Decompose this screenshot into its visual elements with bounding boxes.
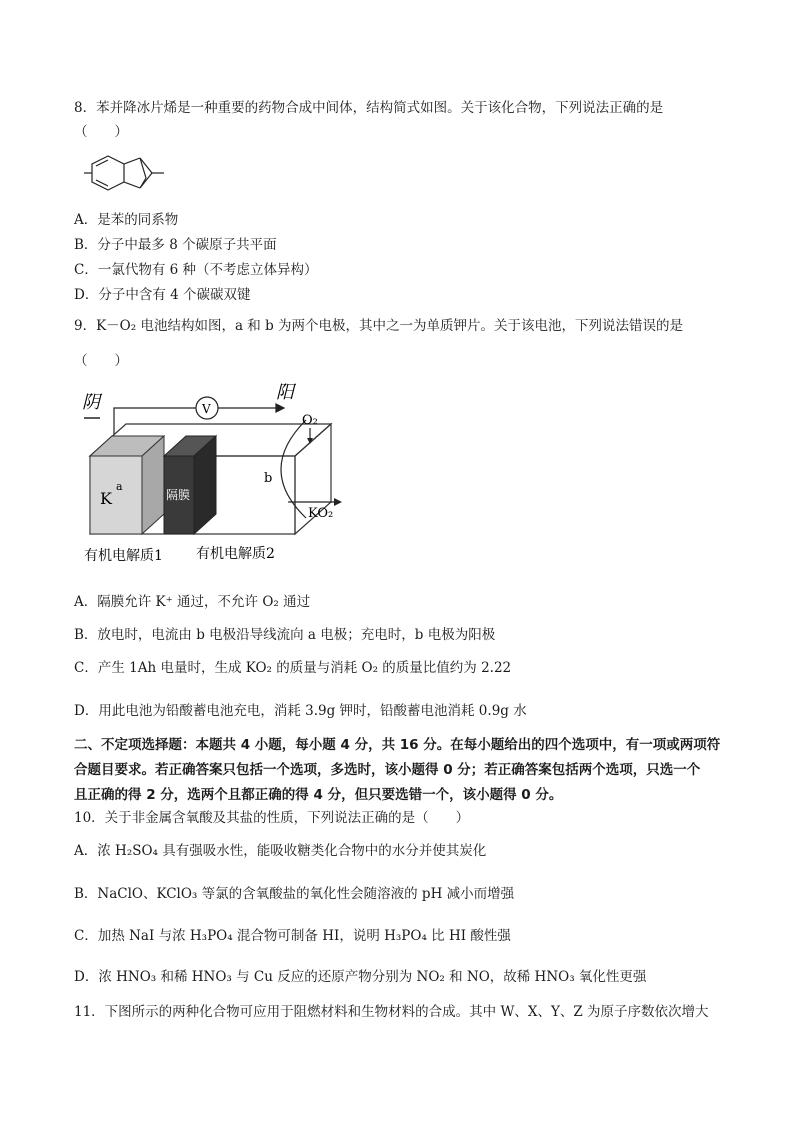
q8-option-a: A．是苯的同系物 [74,212,179,228]
electrolyte-1-label: 有机电解质1 [84,548,163,564]
q10-option-c: C．加热 NaI 与浓 H₃PO₄ 混合物可制备 HI，说明 H₃PO₄ 比 HI 酸性强 [74,928,511,944]
q8-paren: （ ） [74,124,128,140]
k-o2-battery-diagram [76,378,346,570]
o2-label: O₂ [302,413,318,428]
q10-option-d: D．浓 HNO₃ 和稀 HNO₃ 与 Cu 反应的还原产物分别为 NO₂ 和 NO，故稀 HNO₃ 氧化性更强 [74,969,647,985]
positive-label: 阳 [276,382,294,403]
membrane-label: 隔膜 [166,488,191,502]
q8-option-d: D．分子中含有 4 个碳碳双键 [74,287,251,303]
negative-label: 阴 [82,392,100,413]
benzonorbornene-structure [80,150,180,206]
q8-option-b: B．分子中最多 8 个碳原子共平面 [74,237,277,253]
b-electrode-label: b [264,471,273,486]
q9-paren: （ ） [74,353,128,369]
section2-line1: 二、不定项选择题：本题共 4 小题，每小题 4 分，共 16 分。在每小题给出的四个选项中，有一项或两项符 [74,737,721,753]
q9-option-a: A．隔膜允许 K⁺ 通过，不允许 O₂ 通过 [74,594,311,610]
q9-stem: 9．K－O₂ 电池结构如图，a 和 b 为两个电极，其中之一为单质钾片。关于该电池，下列说法错误的是 [74,318,684,334]
section2-line3: 且正确的得 2 分，选两个且都正确的得 4 分，但只要选错一个，该小题得 0 分。 [74,787,563,803]
q10-option-b: B．NaClO、KClO₃ 等氯的含氧酸盐的氧化性会随溶液的 pH 减小而增强 [74,886,515,902]
q8-stem: 8．苯并降冰片烯是一种重要的药物合成中间体，结构简式如图。关于该化合物，下列说法正确的是 [74,100,664,116]
section2-line2: 合题目要求。若正确答案只包括一个选项，多选时，该小题得 0 分；若正确答案包括两个选项，只选一个 [74,762,701,778]
ko2-label: KO₂ [308,506,334,521]
q9-option-b: B．放电时，电流由 b 电极沿导线流向 a 电极；充电时，b 电极为阳极 [74,627,496,643]
voltmeter-label: V [202,402,211,416]
q9-option-d: D．用此电池为铅酸蓄电池充电，消耗 3.9g 钾时，铅酸蓄电池消耗 0.9g 水 [74,703,527,719]
q11-stem: 11．下图所示的两种化合物可应用于阻燃材料和生物材料的合成。其中 W、X、Y、Z 为原子序数依次增大 [74,1004,709,1020]
electrolyte-2-label: 有机电解质2 [196,546,275,562]
q10-stem: 10．关于非金属含氧酸及其盐的性质，下列说法正确的是（ ） [74,810,470,826]
q9-option-c: C．产生 1Ah 电量时，生成 KO₂ 的质量与消耗 O₂ 的质量比值约为 2.22 [74,660,512,676]
q10-option-a: A．浓 H₂SO₄ 具有强吸水性，能吸收糖类化合物中的水分并使其炭化 [74,843,487,859]
a-electrode-label: a [116,480,123,493]
q8-option-c: C．一氯代物有 6 种（不考虑立体异构） [74,262,318,278]
k-electrode-label: K [100,489,112,508]
